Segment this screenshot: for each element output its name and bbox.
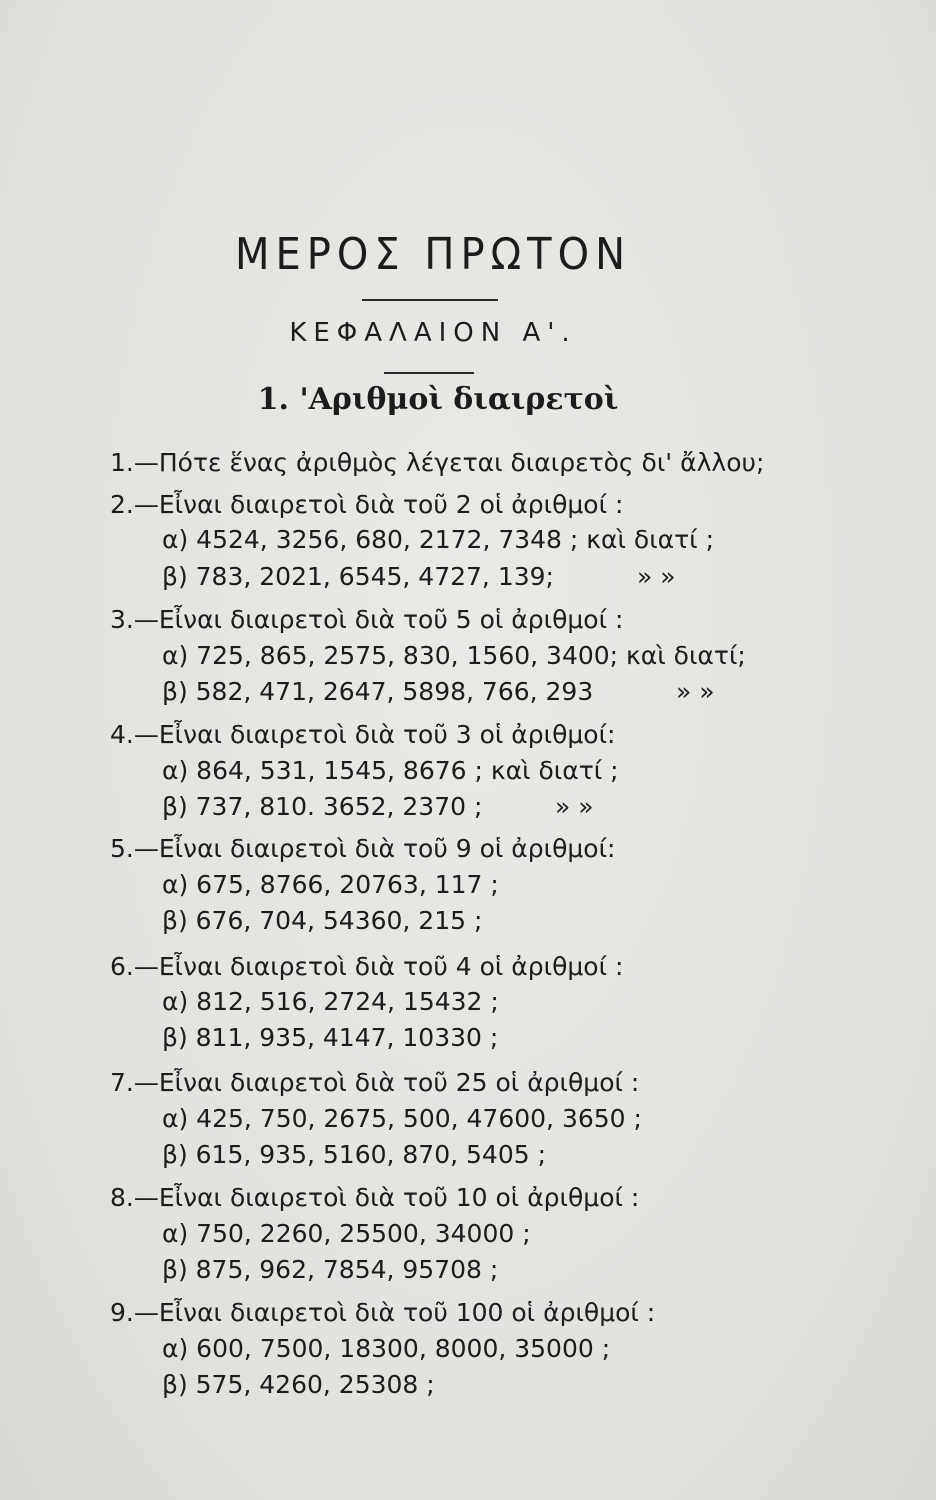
chapter-heading: ΚΕΦΑΛΑΙΟΝ Α'. xyxy=(289,318,577,348)
question-7-part-a: α) 425, 750, 2675, 500, 47600, 3650 ; xyxy=(162,1104,642,1133)
question-6-part-b: β) 811, 935, 4147, 10330 ; xyxy=(162,1023,499,1052)
chapter-divider xyxy=(384,372,474,374)
question-1: 1.—Πότε ἕνας ἀριθμὸς λέγεται διαιρετὸς δι' ἄλλου; xyxy=(110,448,765,477)
part-title: ΜΕΡΟΣ ΠΡΩΤΟΝ xyxy=(235,230,631,280)
question-2-part-a: α) 4524, 3256, 680, 2172, 7348 ; καὶ διατί ; xyxy=(162,525,715,554)
question-3-part-b-ditto: » » xyxy=(676,677,715,706)
question-3-part-a: α) 725, 865, 2575, 830, 1560, 3400; καὶ διατί; xyxy=(162,641,746,670)
question-5-part-b: β) 676, 704, 54360, 215 ; xyxy=(162,906,483,935)
question-3: 3.—Εἶναι διαιρετοὶ διὰ τοῦ 5 οἱ ἀριθμοί : xyxy=(110,605,624,634)
question-4-part-b: β) 737, 810. 3652, 2370 ; xyxy=(162,792,483,821)
question-2-part-b-ditto: » » xyxy=(637,562,676,591)
question-9-part-b: β) 575, 4260, 25308 ; xyxy=(162,1370,435,1399)
section-number: 1. xyxy=(257,382,289,417)
question-6: 6.—Εἶναι διαιρετοὶ διὰ τοῦ 4 οἱ ἀριθμοί : xyxy=(110,952,624,981)
question-6-part-a: α) 812, 516, 2724, 15432 ; xyxy=(162,987,499,1016)
question-2-part-b: β) 783, 2021, 6545, 4727, 139; xyxy=(162,562,554,591)
question-4: 4.—Εἶναι διαιρετοὶ διὰ τοῦ 3 οἱ ἀριθμοί: xyxy=(110,720,616,749)
question-5-part-a: α) 675, 8766, 20763, 117 ; xyxy=(162,870,499,899)
question-7-part-b: β) 615, 935, 5160, 870, 5405 ; xyxy=(162,1140,546,1169)
question-9-part-a: α) 600, 7500, 18300, 8000, 35000 ; xyxy=(162,1334,611,1363)
question-4-part-b-ditto: » » xyxy=(555,792,594,821)
question-8-part-b: β) 875, 962, 7854, 95708 ; xyxy=(162,1255,499,1284)
question-3-part-b: β) 582, 471, 2647, 5898, 766, 293 xyxy=(162,677,594,706)
question-2: 2.—Εἶναι διαιρετοὶ διὰ τοῦ 2 οἱ ἀριθμοί : xyxy=(110,490,624,519)
title-divider xyxy=(362,299,498,301)
question-8: 8.—Εἶναι διαιρετοὶ διὰ τοῦ 10 οἱ ἀριθμοί : xyxy=(110,1183,640,1212)
question-4-part-a: α) 864, 531, 1545, 8676 ; καὶ διατί ; xyxy=(162,756,619,785)
section-title: 'Αριθμοὶ διαιρετοὶ xyxy=(299,382,619,417)
question-9: 9.—Εἶναι διαιρετοὶ διὰ τοῦ 100 οἱ ἀριθμοί : xyxy=(110,1298,656,1327)
question-7: 7.—Εἶναι διαιρετοὶ διὰ τοῦ 25 οἱ ἀριθμοί : xyxy=(110,1068,640,1097)
section-heading xyxy=(248,382,628,417)
question-8-part-a: α) 750, 2260, 25500, 34000 ; xyxy=(162,1219,531,1248)
question-5: 5.—Εἶναι διαιρετοὶ διὰ τοῦ 9 οἱ ἀριθμοί: xyxy=(110,834,616,863)
